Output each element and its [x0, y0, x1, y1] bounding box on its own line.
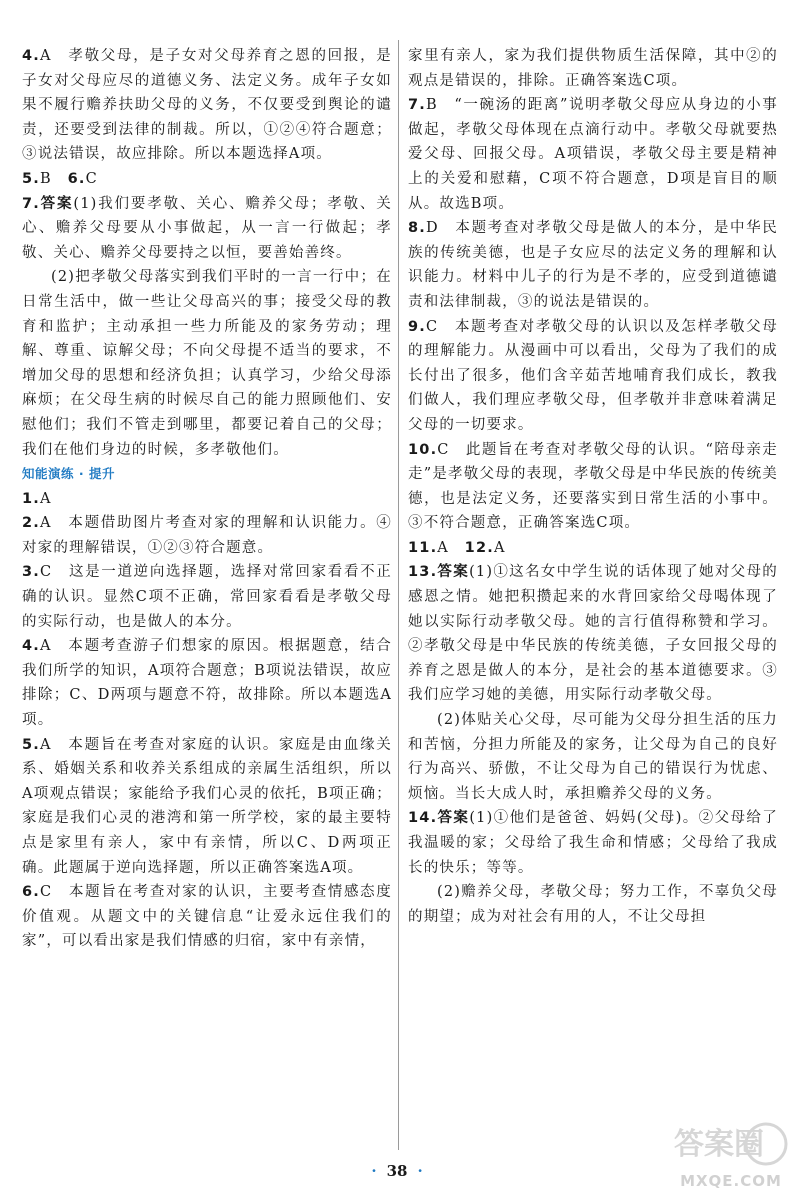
answer-item — [22, 44, 392, 167]
answer-item — [22, 167, 392, 192]
answer-item — [408, 93, 778, 216]
answer-label: 答案 — [40, 195, 74, 212]
svg-text:答案圈: 答案圈 — [674, 1127, 764, 1162]
question-number: 6. — [22, 884, 40, 901]
question-number: 12. — [464, 539, 494, 556]
answer-text: B — [40, 170, 68, 187]
answer-text: A — [493, 539, 506, 556]
answer-text: 家里有亲人，家为我们提供物质生活保障，其中②的观点是错误的，排除。正确答案选C项。 — [408, 48, 778, 89]
answer-item — [22, 560, 392, 634]
answer-item — [408, 560, 778, 708]
answer-text: A 本题借助图片考查对家的理解和认识能力。④对家的理解错误，①②③符合题意。 — [22, 515, 392, 556]
answer-text: C 这是一道逆向选择题，选择对常回家看看不正确的认识。显然C项不正确，常回家看看是孝敬父母的实际行动，也是做人的本分。 — [22, 564, 392, 630]
answer-item — [22, 880, 392, 954]
answer-item — [408, 438, 778, 536]
question-number: 4. — [22, 638, 40, 655]
column-divider — [398, 40, 399, 1150]
question-number: 5. — [22, 736, 40, 753]
answer-text: B “一碗汤的距离”说明孝敬父母应从身边的小事做起，孝敬父母体现在点滴行动中。孝敬父母就要热爱父母、回报父母。A项错误，孝敬父母主要是精神上的关爱和慰藉，C项不符合题意，D项是盲目的顺从。故选B项。 — [408, 97, 778, 212]
answer-item — [408, 315, 778, 438]
answer-item — [408, 216, 778, 314]
answer-item — [22, 192, 392, 266]
question-number: 6. — [67, 170, 86, 187]
question-number: 13. — [408, 564, 438, 581]
answer-text: (1)我们要孝敬、关心、赡养父母；孝敬、关心、赡养父母要从小事做起，从一言一行做起；孝敬、关心、赡养父母要持之以恒，要善始善终。 — [22, 195, 392, 261]
watermark-site: MXQE.COM — [680, 1172, 782, 1190]
page-number-dot-left: · — [371, 1162, 377, 1180]
question-number: 9. — [408, 318, 426, 335]
answer-item — [22, 487, 392, 512]
page-number-dot-right: · — [417, 1162, 423, 1180]
answer-text: (2)赡养父母，孝敬父母；努力工作，不辜负父母的期望；成为对社会有用的人，不让父母担 — [408, 884, 778, 925]
answer-text: (1)①这名女中学生说的话体现了她对父母的感恩之情。她把积攒起来的水背回家给父母喝体现了她以实际行动孝敬父母。她的言行值得称赞和学习。②孝敬父母是中华民族的传统美德，子女回报父母的养育之恩是做人的本分，是社会的基本道德要求。③我们应学习她的美德，用实际行动孝敬父母。 — [408, 564, 778, 704]
answer-text: (1)①他们是爸爸、妈妈(父母)。②父母给了我温暖的家；父母给了我生命和情感；父母给了我成长的快乐；等等。 — [408, 810, 778, 876]
question-number: 2. — [22, 515, 40, 532]
answer-item — [408, 536, 778, 561]
question-number: 3. — [22, 564, 40, 581]
answer-text: A 本题考查游子们想家的原因。根据题意，结合我们所学的知识，A项符合题意；B项说法错误，故应排除；C、D两项与题意不符，故排除。所以本题选A项。 — [22, 638, 392, 729]
question-number: 5. — [22, 170, 40, 187]
question-number: 8. — [408, 220, 426, 237]
answer-text: A — [437, 539, 465, 556]
answer-item — [408, 880, 778, 929]
answer-item — [408, 806, 778, 880]
answer-text: A 本题旨在考查对家庭的认识。家庭是由血缘关系、婚姻关系和收养关系组成的亲属生活组织，所以A项观点错误；家能给予我们心灵的依托，B项正确；家庭是我们心灵的港湾和第一所学校，家的最主要特点是家里有亲人，家中有亲情，所以C、D两项正确。此题属于逆向选择题，所以正确答案选A项。 — [22, 736, 392, 876]
question-number: 11. — [408, 539, 438, 556]
section-title: 知能演练 · 提升 — [22, 466, 115, 482]
watermark — [672, 1114, 790, 1196]
question-number: 7. — [408, 97, 426, 114]
answer-text: C 本题考查对孝敬父母的认识以及怎样孝敬父母的理解能力。从漫画中可以看出，父母为了我们的成长付出了很多，他们含辛茹苦地哺育我们成长，教我们做人，我们理应孝敬父母，但孝敬并非意味着满足父母的一切要求。 — [408, 318, 778, 433]
answer-label: 答案 — [437, 810, 470, 827]
answer-text: A 孝敬父母，是子女对父母养育之恩的回报，是子女对父母应尽的道德义务、法定义务。成年子女如果不履行赡养扶助父母的义务，不仅要受到舆论的谴责，还要受到法律的制裁。所以，①②④符合题意；③说法错误，故应排除。所以本题选择A项。 — [22, 48, 392, 163]
answer-text: C — [85, 170, 98, 187]
answer-item — [408, 44, 778, 93]
watermark-logo — [672, 1114, 790, 1172]
answer-text: (2)把孝敬父母落实到我们平时的一言一行中；在日常生活中，做一些让父母高兴的事；接受父母的教育和监护；主动承担一些力所能及的家务劳动；理解、尊重、谅解父母；不向父母提不适当的要求，不增加父母的思想和经济负担；认真学习，少给父母添麻烦；在父母生病的时候尽自己的能力照顾他们、安慰他们；我们不管走到哪里，都要记着自己的父母；我们在他们身边的时候，多孝敬他们。 — [22, 269, 392, 458]
question-number: 10. — [408, 441, 438, 458]
answer-text: (2)体贴关心父母，尽可能为父母分担生活的压力和苦恼，分担力所能及的家务，让父母为自己的良好行为高兴、骄傲，不让父母为自己的错误行为忧虑、烦恼。当长大成人时，承担赡养父母的义务。 — [408, 712, 778, 802]
answer-item — [22, 511, 392, 560]
question-number: 14. — [408, 810, 438, 827]
answer-text: A — [40, 490, 52, 507]
question-number: 4. — [22, 48, 40, 64]
answer-text: C 此题旨在考查对孝敬父母的认识。“陪母亲走走”是孝敬父母的表现，孝敬父母是中华民族的传统美德，也是法定义务，还要落实到日常生活的小事中。③不符合题意，正确答案选C项。 — [408, 441, 778, 532]
question-number: 1. — [22, 490, 40, 507]
question-number: 7. — [22, 195, 40, 212]
answer-text: C 本题旨在考查对家的认识，主要考查情感态度价值观。从题文中的关键信息“让爱永远住我们的家”，可以看出家是我们情感的归宿，家中有亲情， — [22, 884, 392, 950]
right-column — [408, 44, 778, 929]
answer-item — [22, 265, 392, 462]
answer-item — [22, 634, 392, 732]
answer-item — [408, 708, 778, 806]
answer-label: 答案 — [437, 564, 470, 581]
page-number-value: 38 — [386, 1162, 408, 1180]
answer-text: D 本题考查对孝敬父母是做人的本分，是中华民族的传统美德，也是子女应尽的法定义务的理解和认识能力。材料中儿子的行为是不孝的，应受到道德谴责和法律制裁，③的说法是错误的。 — [408, 220, 778, 310]
left-column — [22, 44, 392, 954]
answer-item — [22, 733, 392, 881]
